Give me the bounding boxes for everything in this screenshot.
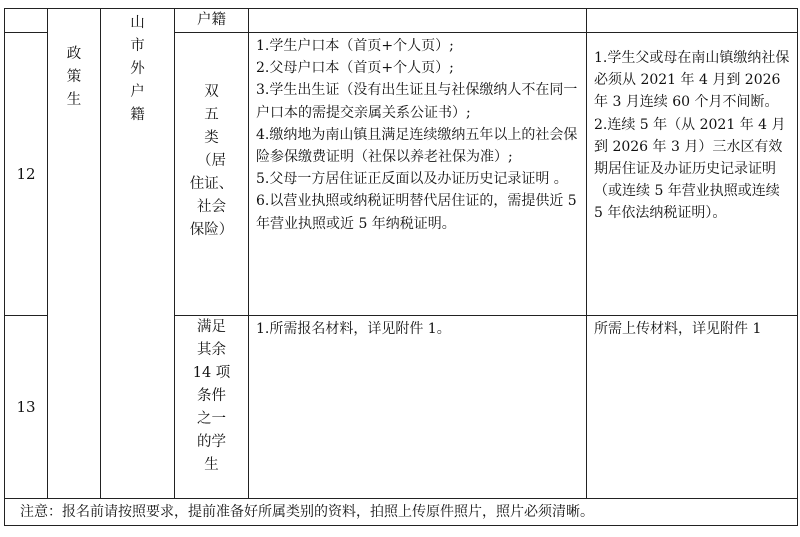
requirements-cell [587, 316, 798, 499]
category-char: 生 [66, 92, 82, 108]
household-char: 外 [130, 61, 145, 77]
top-type-cell: 户籍 [175, 9, 249, 33]
material-item: 6.以营业执照或纳税证明替代居住证的，需提供近 5 年营业执照或近 5 年纳税证明。 [256, 193, 577, 232]
material-item: 1.学生户口本（首页+个人页）; [256, 38, 454, 54]
material-item: 5.父母一方居住证正反面以及办证历史记录证明 。 [256, 171, 568, 188]
material-item: 4.缴纳地为南山镇且满足连续缴纳五年以上的社会保险参保缴费证明（社保以养老社保为准）; [256, 126, 578, 166]
cell-empty [587, 9, 798, 33]
type-cell: 满足 其余 14 项 条件 之一 的学 生 [175, 316, 249, 499]
enrollment-table [4, 8, 798, 526]
material-item: 1.所需报名材料，详见附件 1。 [256, 321, 451, 337]
note-text: 注意：报名前请按照要求，提前准备好所属类别的资料，拍照上传原件照片，照片必须清晰。 [5, 499, 798, 526]
cell-empty [249, 9, 587, 33]
requirement-item: 所需上传材料，详见附件 1 [594, 321, 762, 337]
requirement-item: 1.学生父或母在南山镇缴纳社保必须从 2021 年 4 月到 2026 年 3 月连续 60 个月不间断。 [594, 50, 790, 111]
row-number: 12 [5, 33, 48, 316]
material-item: 2.父母户口本（首页+个人页）; [256, 60, 454, 77]
table-row-top [5, 9, 798, 33]
cell-empty [5, 9, 48, 33]
row-number: 13 [5, 316, 48, 499]
household-char: 户 [130, 84, 145, 100]
category-char: 政 [66, 46, 82, 62]
type-cell: 双 五 类 （居 住证、 社会 保险） [175, 33, 249, 316]
requirements-cell [587, 33, 798, 316]
household-char: 籍 [130, 107, 145, 123]
household-char: 市 [130, 38, 145, 54]
category-char: 策 [66, 69, 82, 85]
household-cell [101, 9, 175, 499]
table-row-note [5, 499, 798, 526]
materials-cell [249, 316, 587, 499]
category-cell [48, 9, 101, 499]
requirement-item: 2.连续 5 年（从 2021 年 4 月到 2026 年 3 月）三水区有效期居住证及办证历史记录证明 （或连续 5 年营业执照或连续 5 年依法纳税证明）。 [594, 116, 786, 222]
material-item: 3.学生出生证（没有出生证且与社保缴纳人不在同一户口本的需提交亲属关系公证书）; [256, 82, 578, 121]
materials-cell [249, 33, 587, 316]
household-char: 山 [130, 15, 145, 31]
